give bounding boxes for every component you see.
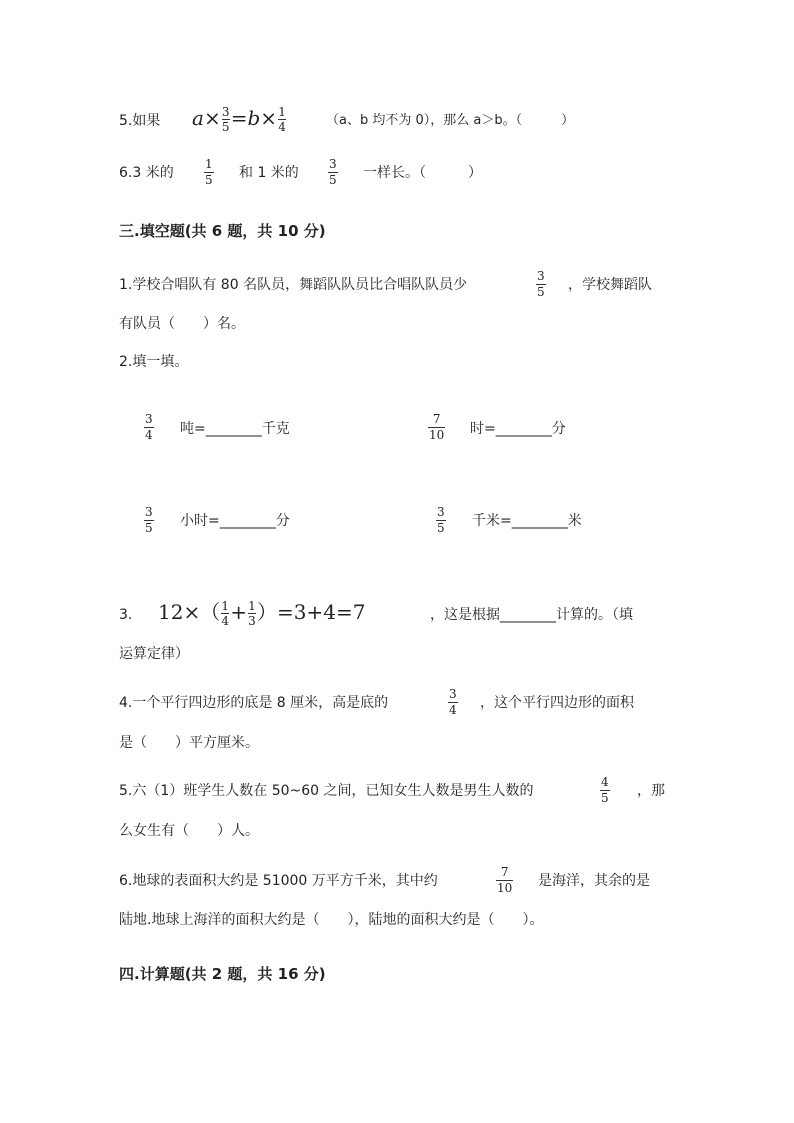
- fill-q3-line2: 运算定律）: [119, 646, 189, 662]
- fraction-7-10: [496, 866, 513, 895]
- times-sign: ×: [260, 106, 278, 130]
- fill-q2-title: 2.填一填。: [119, 354, 189, 370]
- denominator: 10: [429, 428, 445, 442]
- fraction-3-5: [222, 106, 230, 133]
- fill-q1-line1: 1.学校合唱队有 80 名队员，舞蹈队队员比合唱队队员少: [119, 277, 468, 293]
- fraction-7-10: [428, 413, 445, 442]
- equals-sign: =: [230, 106, 248, 130]
- times-sign: ×: [203, 106, 221, 130]
- numerator: 1: [221, 599, 230, 613]
- denominator: 4: [278, 120, 286, 134]
- section4-title: 四.计算题(共 2 题，共 16 分): [119, 965, 326, 983]
- numerator: 3: [449, 687, 457, 701]
- fill-q2-c: 小时=________分: [180, 513, 290, 529]
- denominator: 3: [248, 614, 256, 628]
- judge-q6-text-a: 6.3 米的: [119, 165, 174, 181]
- section3-title: 三.填空题(共 6 题，共 10 分): [119, 222, 326, 240]
- fraction-1-5: [204, 158, 214, 187]
- denominator: 5: [145, 521, 153, 535]
- fill-q3-equation: [158, 600, 365, 627]
- fraction-3-5: [328, 158, 338, 187]
- fraction-1-4: [221, 600, 229, 627]
- plus-sign: +: [230, 600, 247, 624]
- denominator: 5: [221, 120, 230, 134]
- denominator: 5: [437, 521, 445, 535]
- judge-q6-text-c: 一样长。（ ）: [363, 165, 482, 181]
- equation-lead: 12×（: [158, 600, 221, 624]
- fill-q6-line1: 6.地球的表面积大约是 51000 万平方千米，其中约: [119, 873, 438, 889]
- denominator: 4: [221, 614, 230, 628]
- fill-q4-line2: 是（ ）平方厘米。: [119, 735, 259, 751]
- fraction-3-4: [144, 413, 154, 442]
- var-b: b: [247, 106, 261, 130]
- fill-q3-text: ，这是根据________计算的。（填: [430, 607, 633, 623]
- numerator: 7: [500, 865, 509, 879]
- var-a: a: [192, 106, 204, 130]
- numerator: 1: [278, 105, 286, 119]
- fill-q2-d: 千米=________米: [472, 513, 582, 529]
- numerator: 3: [145, 505, 153, 519]
- denominator: 4: [145, 428, 153, 442]
- denominator: 4: [449, 703, 457, 717]
- fill-q3-number: 3.: [119, 607, 133, 623]
- fill-q1-line2: 有队员（ ）名。: [119, 316, 245, 332]
- numerator: 1: [205, 157, 213, 171]
- judge-q6-text-b: 和 1 米的: [239, 165, 299, 181]
- fill-q4-after: ，这个平行四边形的面积: [480, 695, 634, 711]
- numerator: 3: [145, 412, 153, 426]
- denominator: 10: [497, 881, 513, 895]
- fraction-4-5: [600, 776, 610, 805]
- fill-q5-line2: 么女生有（ ）人。: [119, 823, 259, 839]
- fraction-1-3: [248, 600, 256, 627]
- fraction-3-5: [144, 506, 154, 535]
- numerator: 3: [537, 269, 545, 283]
- equation-tail: ）=3+4=7: [256, 600, 366, 624]
- numerator: 3: [221, 105, 230, 119]
- fraction-3-5: [536, 270, 546, 299]
- numerator: 4: [601, 775, 609, 789]
- fill-q6-after: 是海洋，其余的是: [538, 873, 650, 889]
- fill-q1-after: ，学校舞蹈队: [568, 277, 652, 293]
- fill-q2-b: 时=________分: [470, 421, 566, 437]
- judge-q5-condition: （a、b 均不为 0），那么 a＞b。（ ）: [326, 113, 575, 128]
- fill-q6-line2: 陆地.地球上海洋的面积大约是（ ），陆地的面积大约是（ ）。: [119, 912, 544, 928]
- fraction-3-5: [436, 506, 446, 535]
- denominator: 5: [329, 173, 337, 187]
- judge-q5-equation: [192, 106, 287, 133]
- denominator: 5: [601, 791, 609, 805]
- numerator: 3: [437, 505, 445, 519]
- fraction-1-4: [278, 106, 286, 133]
- fill-q5-after: ，那: [637, 783, 665, 799]
- numerator: 1: [248, 599, 256, 613]
- denominator: 5: [205, 173, 213, 187]
- fraction-3-4: [448, 688, 458, 717]
- fill-q2-a: 吨=________千克: [180, 421, 290, 437]
- fill-q5-line1: 5.六（1）班学生人数在 50~60 之间，已知女生人数是男生人数的: [119, 783, 534, 799]
- judge-q5-number: 5.如果: [119, 113, 161, 129]
- denominator: 5: [537, 285, 545, 299]
- fill-q4-line1: 4.一个平行四边形的底是 8 厘米，高是底的: [119, 695, 389, 711]
- numerator: 7: [432, 412, 441, 426]
- numerator: 3: [329, 157, 337, 171]
